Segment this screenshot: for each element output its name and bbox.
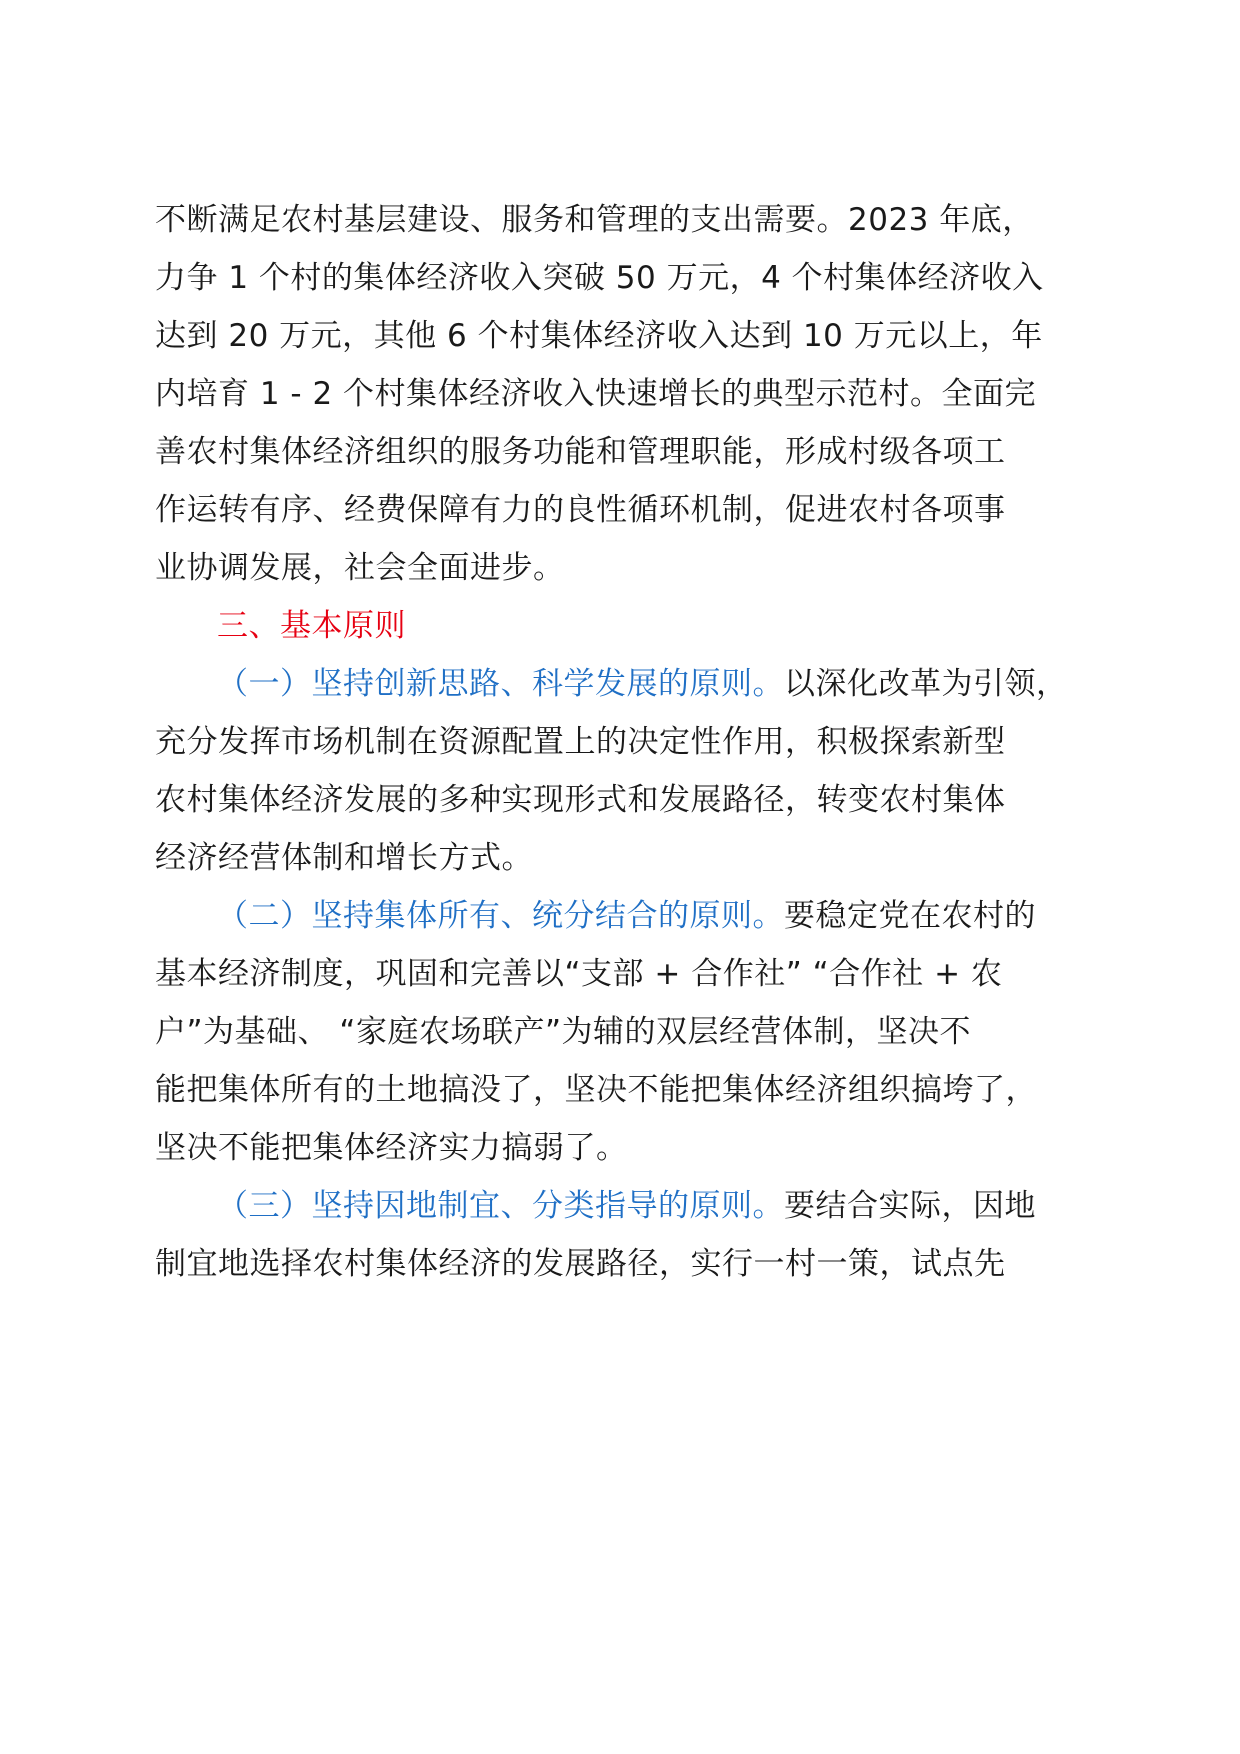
principle-3-text: 要结合实际，因地: [784, 1188, 1036, 1224]
paragraph-line: 业协调发展，社会全面进步。: [155, 550, 565, 586]
paragraph-line: 坚决不能把集体经济实力搞弱了。: [155, 1130, 628, 1166]
principle-2-title: （二）坚持集体所有、统分结合的原则。: [217, 898, 784, 934]
paragraph-line: 户”为基础、 “家庭农场联产”为辅的双层经营体制，坚决不: [155, 1014, 972, 1050]
paragraph-line: 力争 1 个村的集体经济收入突破 50 万元，4 个村集体经济收入: [155, 260, 1044, 296]
section-heading: 三、基本原则: [217, 608, 406, 644]
principle-1-first-line: [217, 664, 1068, 704]
paragraph-line: 内培育 1 - 2 个村集体经济收入快速增长的典型示范村。全面完: [155, 376, 1037, 412]
paragraph-line: 经济经营体制和增长方式。: [155, 840, 533, 876]
paragraph-line: 基本经济制度，巩固和完善以“支部 + 合作社” “合作社 + 农: [155, 956, 1003, 992]
paragraph-line: 充分发挥市场机制在资源配置上的决定性作用，积极探索新型: [155, 724, 1006, 760]
paragraph-line: 作运转有序、经费保障有力的良性循环机制，促进农村各项事: [155, 492, 1006, 528]
principle-3-title: （三）坚持因地制宜、分类指导的原则。: [217, 1188, 784, 1224]
paragraph-line: 不断满足农村基层建设、服务和管理的支出需要。2023 年底，: [155, 202, 1034, 238]
paragraph-line: 农村集体经济发展的多种实现形式和发展路径，转变农村集体: [155, 782, 1006, 818]
principle-2-text: 要稳定党在农村的: [784, 898, 1036, 934]
principle-3-first-line: [217, 1186, 1036, 1226]
principle-2-first-line: [217, 896, 1036, 936]
principle-1-title: （一）坚持创新思路、科学发展的原则。: [217, 666, 784, 702]
paragraph-line: 能把集体所有的土地搞没了，坚决不能把集体经济组织搞垮了，: [155, 1072, 1037, 1108]
paragraph-line: 达到 20 万元，其他 6 个村集体经济收入达到 10 万元以上，年: [155, 318, 1043, 354]
paragraph-line: 制宜地选择农村集体经济的发展路径，实行一村一策，试点先: [155, 1246, 1006, 1282]
principle-1-text: 以深化改革为引领，: [784, 666, 1068, 702]
paragraph-line: 善农村集体经济组织的服务功能和管理职能，形成村级各项工: [155, 434, 1006, 470]
